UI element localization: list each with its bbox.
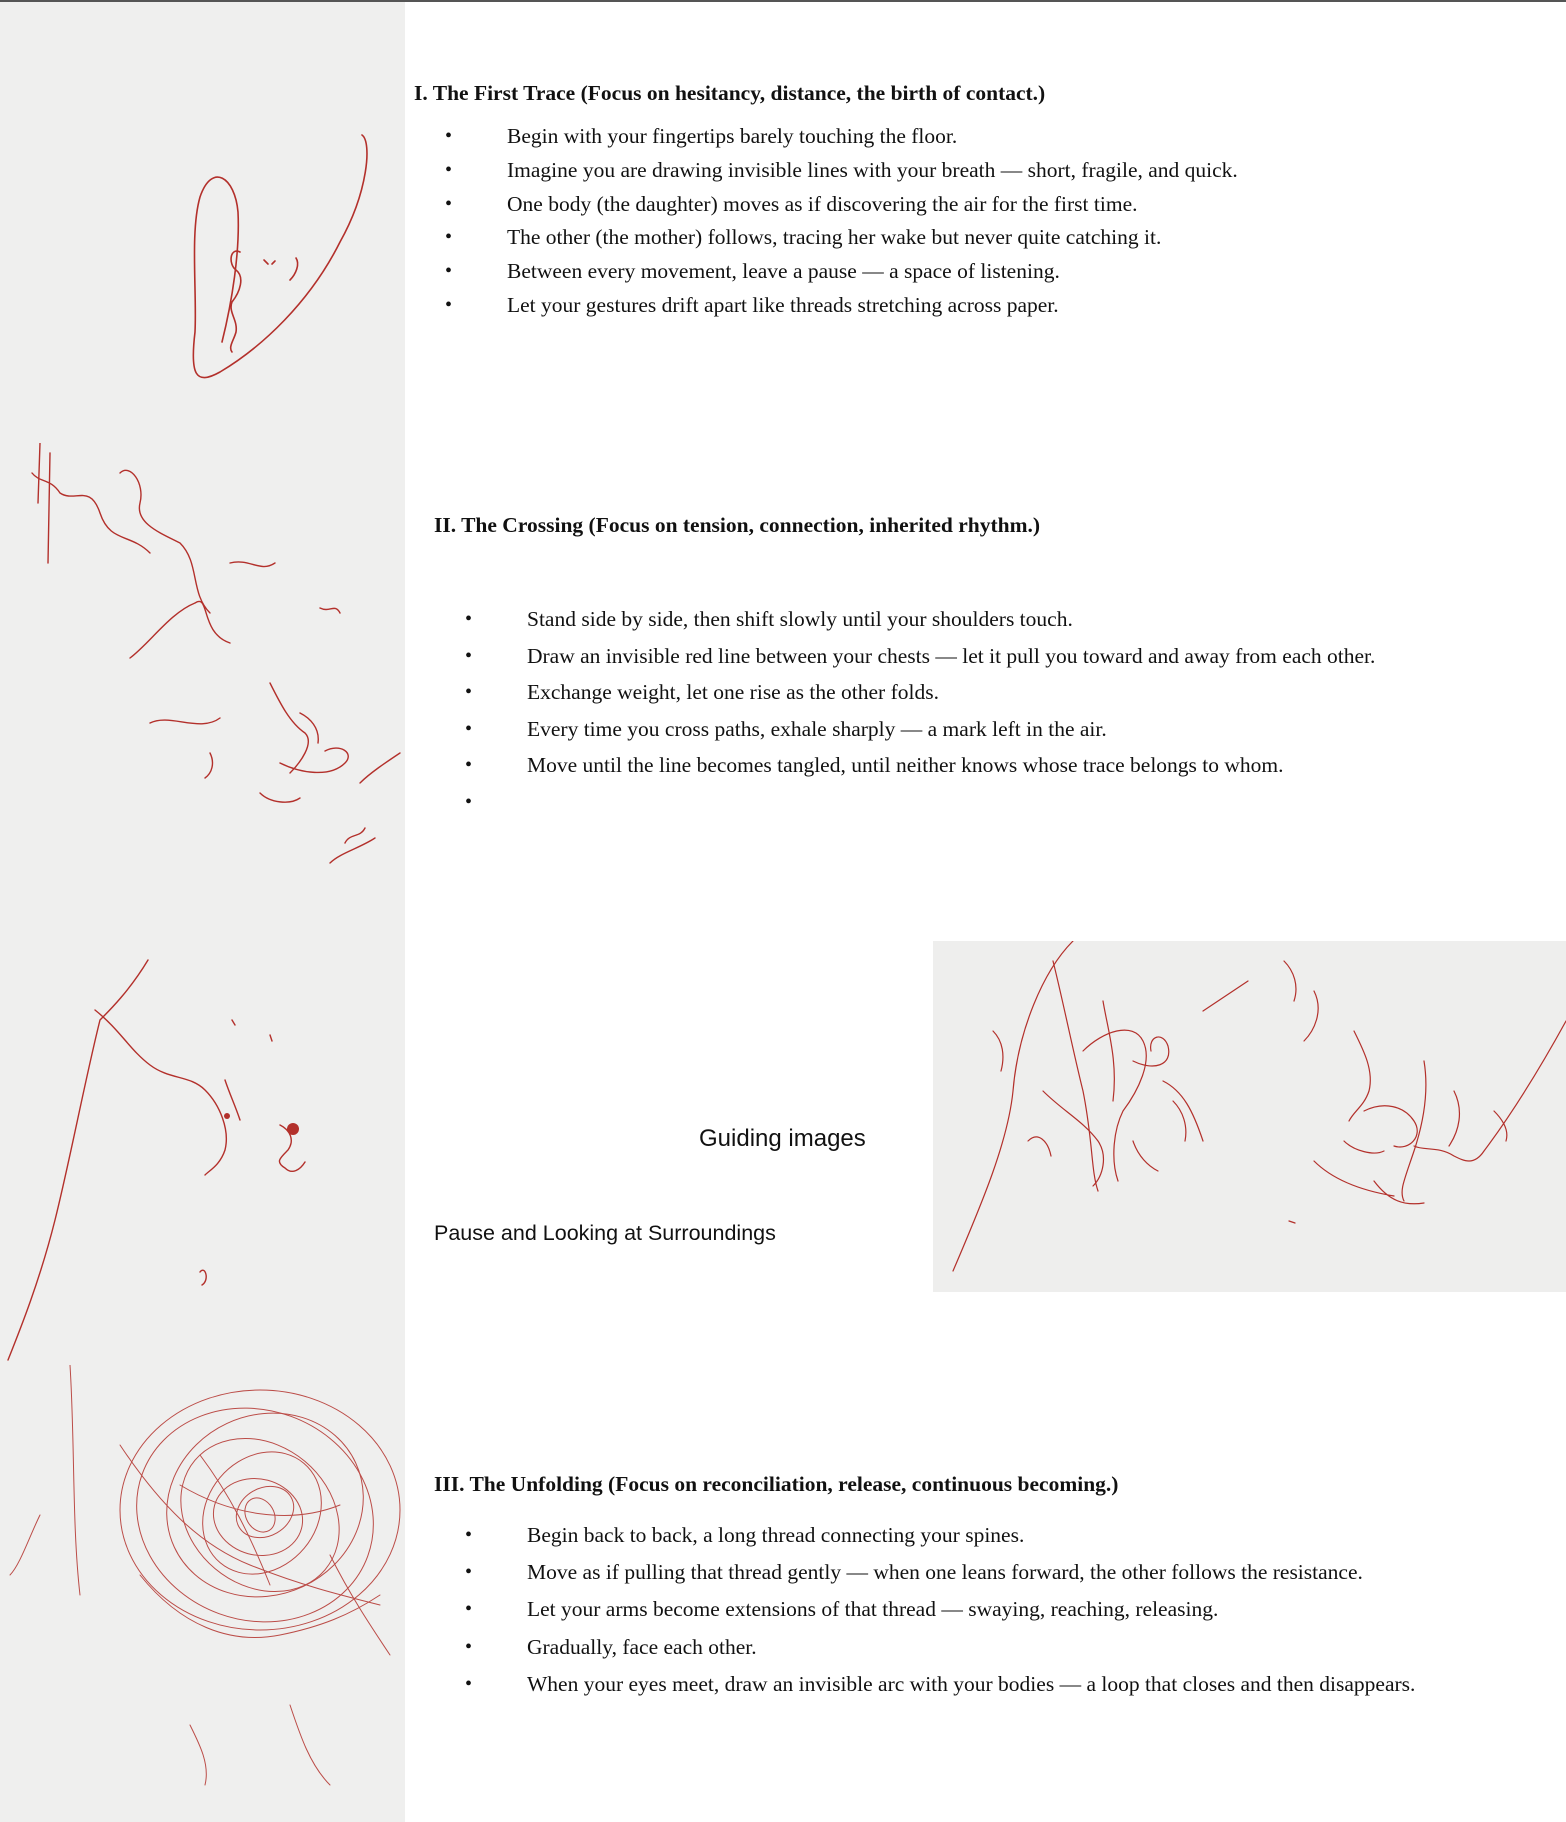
section-3-heading: III. The Unfolding (Focus on reconciliation, release, continuous becoming.) xyxy=(434,1472,1119,1496)
bullet: • xyxy=(465,608,473,630)
list-item-text: Between every movement, leave a pause — a space of listening. xyxy=(507,259,1060,284)
guiding-images-caption: Pause and Looking at Surroundings xyxy=(434,1221,776,1245)
bullet: • xyxy=(465,754,473,776)
list-item-text: Stand side by side, then shift slowly until your shoulders touch. xyxy=(527,607,1073,631)
drawing-image-4 xyxy=(0,1365,405,1822)
bullet: • xyxy=(465,717,473,740)
section-2-heading: II. The Crossing (Focus on tension, connection, inherited rhythm.) xyxy=(434,513,1041,537)
bullet: • xyxy=(465,1635,473,1658)
list-item-text: Gradually, face each other. xyxy=(527,1634,757,1659)
bullet: • xyxy=(465,1672,473,1695)
list-item-text: Begin with your fingertips barely touching the floor. xyxy=(507,124,958,148)
bullet: • xyxy=(445,226,453,249)
drawing-image-3 xyxy=(0,900,405,1365)
list-item-text: Exchange weight, let one rise as the other folds. xyxy=(527,680,939,704)
drawing-image-1 xyxy=(0,2,405,443)
guiding-images-title: Guiding images xyxy=(699,1125,866,1152)
list-item-text: One body (the daughter) moves as if discovering the air for the first time. xyxy=(507,191,1138,216)
list-item-text: Move until the line becomes tangled, until neither knows whose trace belongs to whom. xyxy=(527,753,1284,777)
bullet: • xyxy=(465,1524,473,1546)
list-item-text: The other (the mother) follows, tracing her wake but never quite catching it. xyxy=(507,225,1162,250)
guiding-image-1 xyxy=(933,941,1254,1292)
bullet: • xyxy=(445,293,453,316)
list-item-text: Let your gestures drift apart like threads stretching across paper. xyxy=(507,292,1059,317)
drawing-image-2 xyxy=(0,443,405,900)
bullet: • xyxy=(465,1561,473,1584)
list-item-text: Begin back to back, a long thread connecting your spines. xyxy=(527,1523,1025,1547)
list-item-text: Draw an invisible red line between your chests — let it pull you toward and away from each other. xyxy=(527,643,1376,668)
bullet: • xyxy=(465,790,473,813)
bullet: • xyxy=(445,260,453,283)
bullet: • xyxy=(445,125,453,147)
list-item-text: Let your arms become extensions of that thread — swaying, reaching, releasing. xyxy=(527,1597,1219,1622)
list-item-text: Every time you cross paths, exhale sharply — a mark left in the air. xyxy=(527,716,1107,741)
bullet: • xyxy=(445,192,453,215)
list-item-text: Move as if pulling that thread gently — when one leans forward, the other follows the resistance. xyxy=(527,1560,1363,1585)
guiding-image-2 xyxy=(1254,941,1566,1292)
list-item-text: When your eyes meet, draw an invisible arc with your bodies — a loop that closes and then disappears. xyxy=(527,1671,1416,1696)
bullet: • xyxy=(465,1598,473,1621)
bullet: • xyxy=(445,158,453,181)
list-item-text: Imagine you are drawing invisible lines with your breath — short, fragile, and quick. xyxy=(507,157,1238,182)
bullet: • xyxy=(465,644,473,667)
bullet: • xyxy=(465,681,473,703)
section-1-heading: I. The First Trace (Focus on hesitancy, distance, the birth of contact.) xyxy=(414,81,1046,105)
